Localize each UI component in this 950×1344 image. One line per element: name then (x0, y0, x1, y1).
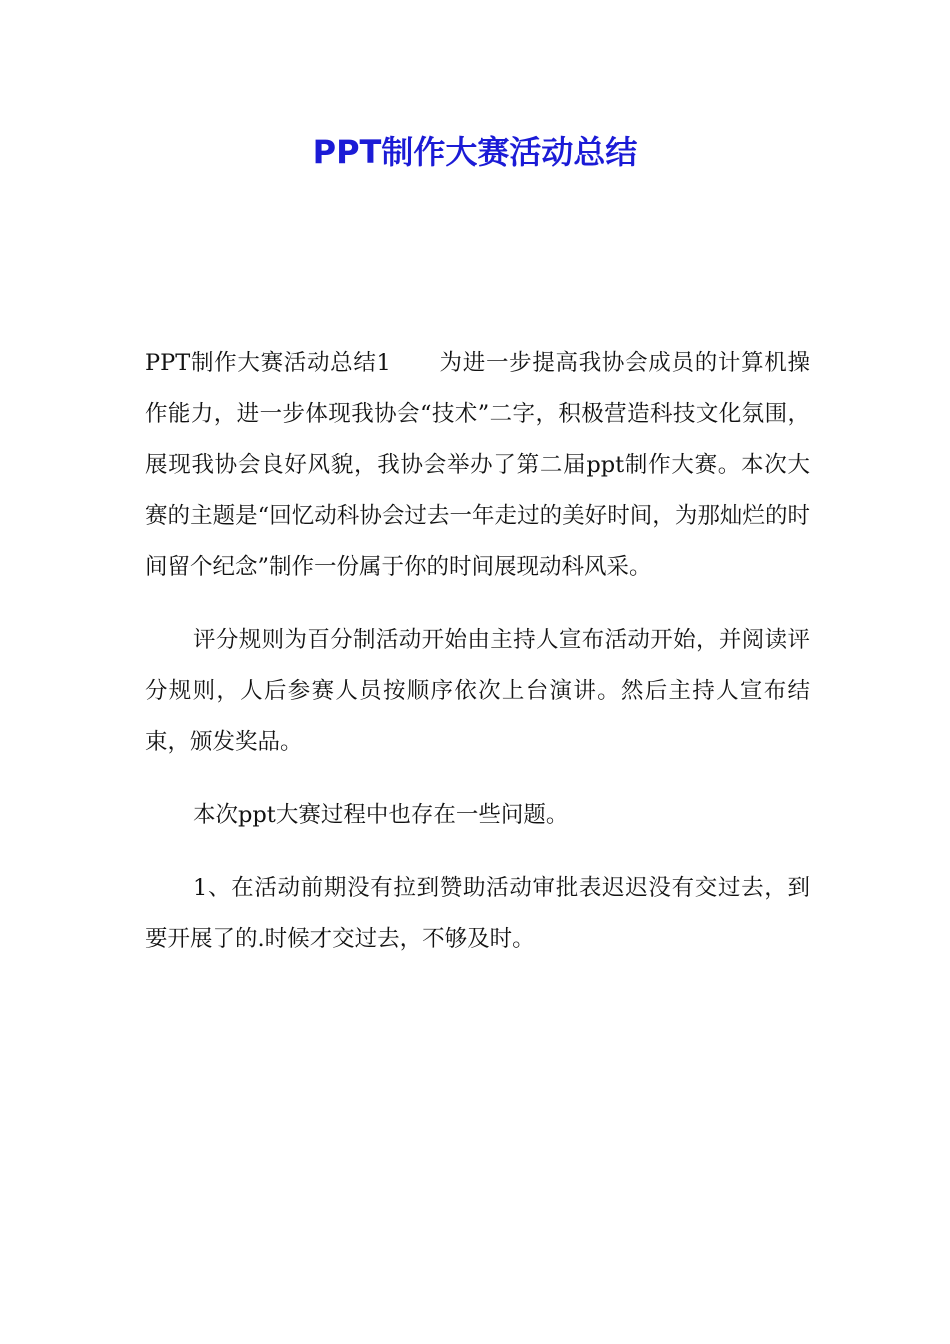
paragraph-problems-intro: 本次ppt大赛过程中也存在一些问题。 (193, 802, 569, 828)
section-heading: PPT制作大赛活动总结1 (145, 350, 391, 376)
document-body (145, 338, 810, 987)
document-title: PPT制作大赛活动总结 (312, 133, 638, 171)
paragraph-text: 为进一步提高我协会成员的计算机操作能力，进一步体现我协会“技术”二字，积极营造科技文化氛围，展现我协会良好风貌，我协会举办了第二届ppt制作大赛。本次大赛的主题是“回忆动科协会过去一年走过的美好时间，为那灿烂的时间留个纪念”制作一份属于你的时间展现动科风采。 (145, 350, 810, 580)
paragraph-intro (145, 338, 810, 593)
paragraph-rules: 评分规则为百分制活动开始由主持人宣布活动开始，并阅读评分规则，人后参赛人员按顺序依次上台演讲。然后主持人宣布结束，颁发奖品。 (145, 627, 810, 755)
paragraph-problem-1: 1、在活动前期没有拉到赞助活动审批表迟迟没有交过去，到要开展了的.时候才交过去，不够及时。 (145, 875, 810, 952)
